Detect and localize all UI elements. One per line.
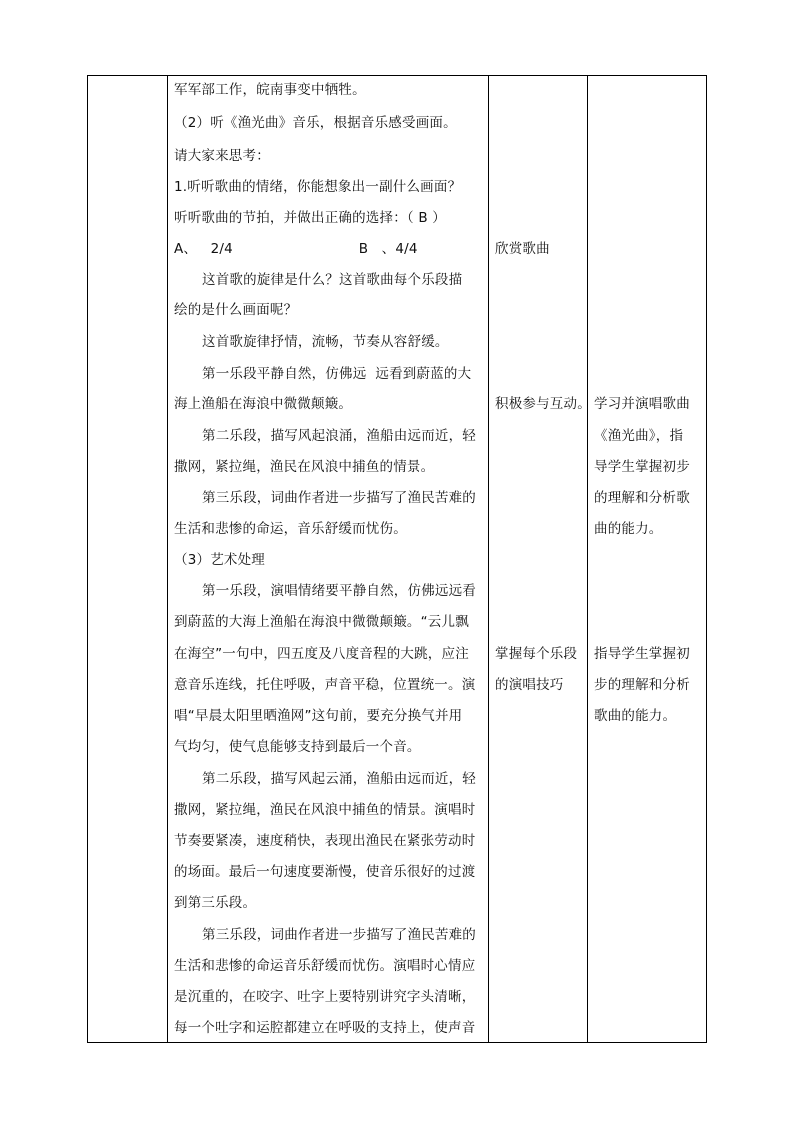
student-activity-text: 欣赏歌曲 bbox=[495, 241, 550, 257]
text-line: 节奏要紧凑，速度稍快，表现出渔民在紧张劳动时 bbox=[174, 833, 476, 849]
stage-cell bbox=[88, 76, 167, 1042]
text-line: 唱“早晨太阳里晒渔网”这句前，要充分换气并用 bbox=[174, 708, 463, 724]
student-activity-text: 掌握每个乐段 bbox=[495, 646, 578, 662]
text-line: 是沉重的，在咬字、吐字上要特别讲究字头清晰， bbox=[174, 989, 476, 1005]
design-intent-text: 导学生掌握初步 bbox=[594, 459, 690, 475]
text-line: 听听歌曲的节拍，并做出正确的选择：（ B ） bbox=[174, 210, 446, 226]
text-line: 第二乐段，描写风起浪涌，渔船由远而近，轻 bbox=[202, 428, 476, 444]
text-line: 请大家来思考： bbox=[174, 148, 270, 164]
text-line: 海上渔船在海浪中微微颠簸。 bbox=[174, 396, 353, 412]
text-line: 撒网，紧拉绳，渔民在风浪中捕鱼的情景。演唱时 bbox=[174, 802, 476, 818]
text-line: 撒网，紧拉绳，渔民在风浪中捕鱼的情景。 bbox=[174, 459, 435, 475]
text-line: （2）听《渔光曲》音乐，根据音乐感受画面。 bbox=[174, 115, 457, 131]
text-line: 生活和悲惨的命运音乐舒缓而忧伤。演唱时心情应 bbox=[174, 958, 476, 974]
text-line: 第三乐段，词曲作者进一步描写了渔民苦难的 bbox=[202, 927, 476, 943]
text-line: 第一乐段，演唱情绪要平静自然，仿佛远远看 bbox=[202, 583, 476, 599]
text-line: 绘的是什么画面呢？ bbox=[174, 302, 298, 318]
design-intent-text: 《渔光曲》，指 bbox=[594, 428, 684, 444]
text-line: 1.听听歌曲的情绪，你能想象出一副什么画面？ bbox=[174, 179, 462, 195]
text-line: （3）艺术处理 bbox=[174, 552, 265, 568]
table-border-bottom bbox=[87, 1042, 707, 1043]
teaching-content-cell bbox=[168, 76, 488, 1042]
text-line: 第三乐段，词曲作者进一步描写了渔民苦难的 bbox=[202, 490, 476, 506]
text-line: 在海空”一句中，四五度及八度音程的大跳，应注 bbox=[174, 646, 469, 662]
text-line: 军军部工作，皖南事变中牺牲。 bbox=[174, 82, 366, 98]
design-intent-text: 步的理解和分析 bbox=[594, 677, 690, 693]
text-line: 到第三乐段。 bbox=[174, 895, 257, 911]
table-border-right bbox=[706, 75, 707, 1043]
student-activity-cell bbox=[489, 76, 591, 1042]
design-intent-text: 的理解和分析歌 bbox=[594, 490, 690, 506]
text-line: 到蔚蓝的大海上渔船在海浪中微微颠簸。“云儿飘 bbox=[174, 614, 469, 630]
text-line: 生活和悲惨的命运，音乐舒缓而忧伤。 bbox=[174, 521, 407, 537]
design-intent-text: 歌曲的能力。 bbox=[594, 708, 677, 724]
text-line: 这首歌旋律抒情，流畅，节奏从容舒缓。 bbox=[202, 334, 449, 350]
text-line: 这首歌的旋律是什么？这首歌曲每个乐段描 bbox=[202, 272, 463, 288]
design-intent-cell bbox=[588, 76, 706, 1042]
design-intent-text: 指导学生掌握初 bbox=[594, 646, 690, 662]
student-activity-text: 的演唱技巧 bbox=[495, 677, 564, 693]
design-intent-text: 学习并演唱歌曲 bbox=[594, 396, 690, 412]
design-intent-text: 曲的能力。 bbox=[594, 521, 663, 537]
text-line: 意音乐连线，托住呼吸，声音平稳，位置统一。演 bbox=[174, 677, 476, 693]
text-line: 的场面。最后一句速度要渐慢，使音乐很好的过渡 bbox=[174, 864, 476, 880]
text-line: 每一个吐字和运腔都建立在呼吸的支持上，使声音 bbox=[174, 1020, 476, 1036]
text-line: 第一乐段平静自然，仿佛远 远看到蔚蓝的大 bbox=[202, 366, 472, 382]
text-line: A、 2/4 B 、4/4 bbox=[174, 241, 418, 257]
text-line: 第二乐段，描写风起云涌，渔船由远而近，轻 bbox=[202, 771, 476, 787]
student-activity-text: 积极参与互动。 bbox=[495, 396, 591, 412]
text-line: 气均匀，使气息能够支持到最后一个音。 bbox=[174, 739, 421, 755]
